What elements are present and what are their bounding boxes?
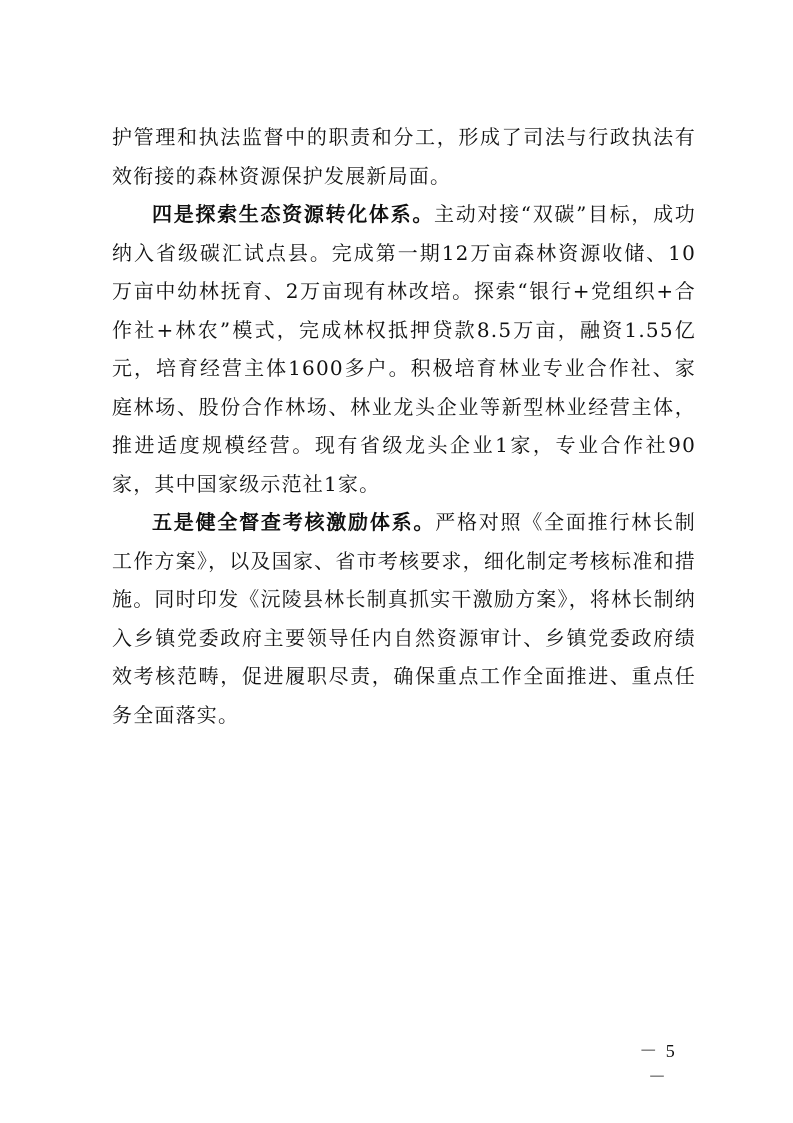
paragraph-text: 严格对照《全面推行林长制工作方案》，以及国家、省市考核要求，细化制定考核标准和措施。同时印发《沅陵县林长制真抓实干激励方案》，将林长制纳入乡镇党委政府主要领导任内自然资源审计、乡镇党委政府绩效考核范畴，促进履职尽责，确保重点工作全面推进、重点任务全面落实。 [112,510,696,727]
paragraph-text: 护管理和执法监督中的职责和分工，形成了司法与行政执法有效衔接的森林资源保护发展新局面。 [112,125,696,188]
paragraph-lead: 四是探索生态资源转化体系。 [152,202,435,226]
paragraph-ecological-resources [112,195,696,503]
document-body [112,118,696,734]
paragraph-lead: 五是健全督查考核激励体系。 [152,510,436,534]
paragraph-text: 主动对接“双碳”目标，成功纳入省级碳汇试点县。完成第一期12万亩森林资源收储、10万亩中幼林抚育、2万亩现有林改培。探索“银行+党组织+合作社+林农”模式，完成林权抵押贷款8.5万亩，融资1.55亿元，培育经营主体1600多户。积极培育林业专业合作社、家庭林场、股份合作林场、林业龙头企业等新型林业经营主体，推进适度规模经营。现有省级龙头企业1家，专业合作社90家，其中国家级示范社1家。 [112,202,696,496]
paragraph-supervision-assessment [112,503,696,734]
paragraph-continuation [112,118,696,195]
page-number: － 5 － [639,1041,677,1087]
